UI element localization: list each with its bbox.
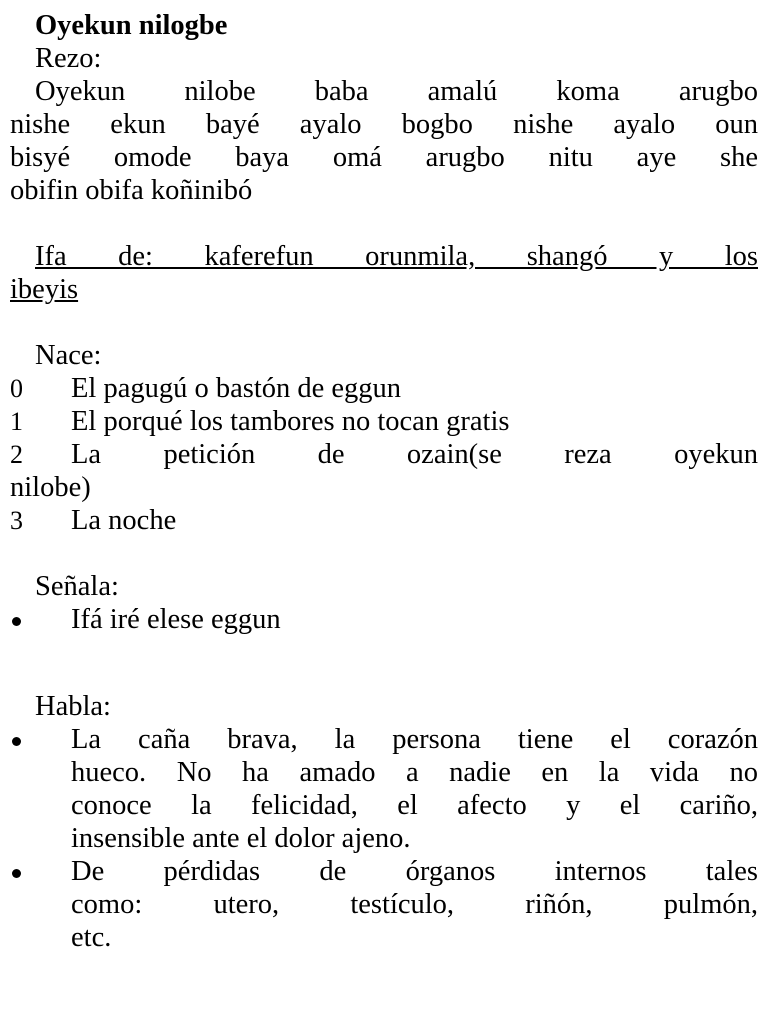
spacer: [10, 636, 758, 690]
item-text: El pagugú o bastón de eggun: [71, 373, 402, 404]
item-text: Ifá iré elese eggun: [71, 604, 281, 635]
item-text: La petición de ozain(se reza oyekun: [71, 439, 758, 470]
ifa-de-line: ibeyis: [10, 274, 79, 305]
item-text-continued: nilobe): [10, 472, 91, 503]
habla-label: Habla:: [35, 691, 111, 722]
ifa-de-line: Ifa de: kaferefun orunmila, shangó y los: [35, 241, 758, 272]
rezo-line: bisyé omode baya omá arugbo nitu aye she: [10, 142, 758, 173]
habla-item: [10, 855, 758, 954]
nace-list: [10, 372, 758, 537]
nace-label: Nace:: [35, 340, 102, 371]
item-text: El porqué los tambores no tocan gratis: [71, 406, 510, 437]
rezo-label: Rezo:: [35, 43, 102, 74]
spacer: [10, 207, 758, 240]
spacer: [10, 306, 758, 339]
item-line: hueco. No ha amado a nadie en la vida no: [71, 757, 758, 788]
rezo-line: obifin obifa koñinibó: [10, 175, 253, 206]
habla-item: [10, 723, 758, 855]
rezo-text: [10, 75, 758, 207]
item-number: 1: [10, 407, 23, 436]
document-page: [10, 9, 758, 954]
item-line: De pérdidas de órganos internos tales: [71, 856, 758, 887]
nace-item: [10, 504, 758, 537]
senala-label: Señala:: [35, 571, 119, 602]
item-line: conoce la felicidad, el afecto y el cariño,: [71, 790, 758, 821]
nace-item: [10, 405, 758, 438]
rezo-line: nishe ekun bayé ayalo bogbo nishe ayalo oun: [10, 109, 758, 140]
spacer: [10, 537, 758, 570]
item-number: 0: [10, 374, 23, 403]
item-text: La noche: [71, 505, 177, 536]
bullet-icon: [12, 869, 21, 878]
ifa-de-text: [10, 240, 758, 306]
item-line: insensible ante el dolor ajeno.: [71, 823, 411, 854]
bullet-icon: [12, 617, 21, 626]
habla-list: [10, 723, 758, 954]
item-number: 2: [10, 440, 23, 469]
bullet-icon: [12, 737, 21, 746]
document-title: Oyekun nilogbe: [35, 10, 228, 41]
senala-list: [10, 603, 758, 636]
rezo-line: Oyekun nilobe baba amalú koma arugbo: [35, 76, 758, 107]
item-line: etc.: [71, 922, 112, 953]
item-number: 3: [10, 506, 23, 535]
nace-item: [10, 372, 758, 405]
senala-item: [10, 603, 758, 636]
nace-item: [10, 438, 758, 504]
item-line: La caña brava, la persona tiene el corazón: [71, 724, 758, 755]
item-line: como: utero, testículo, riñón, pulmón,: [71, 889, 758, 920]
